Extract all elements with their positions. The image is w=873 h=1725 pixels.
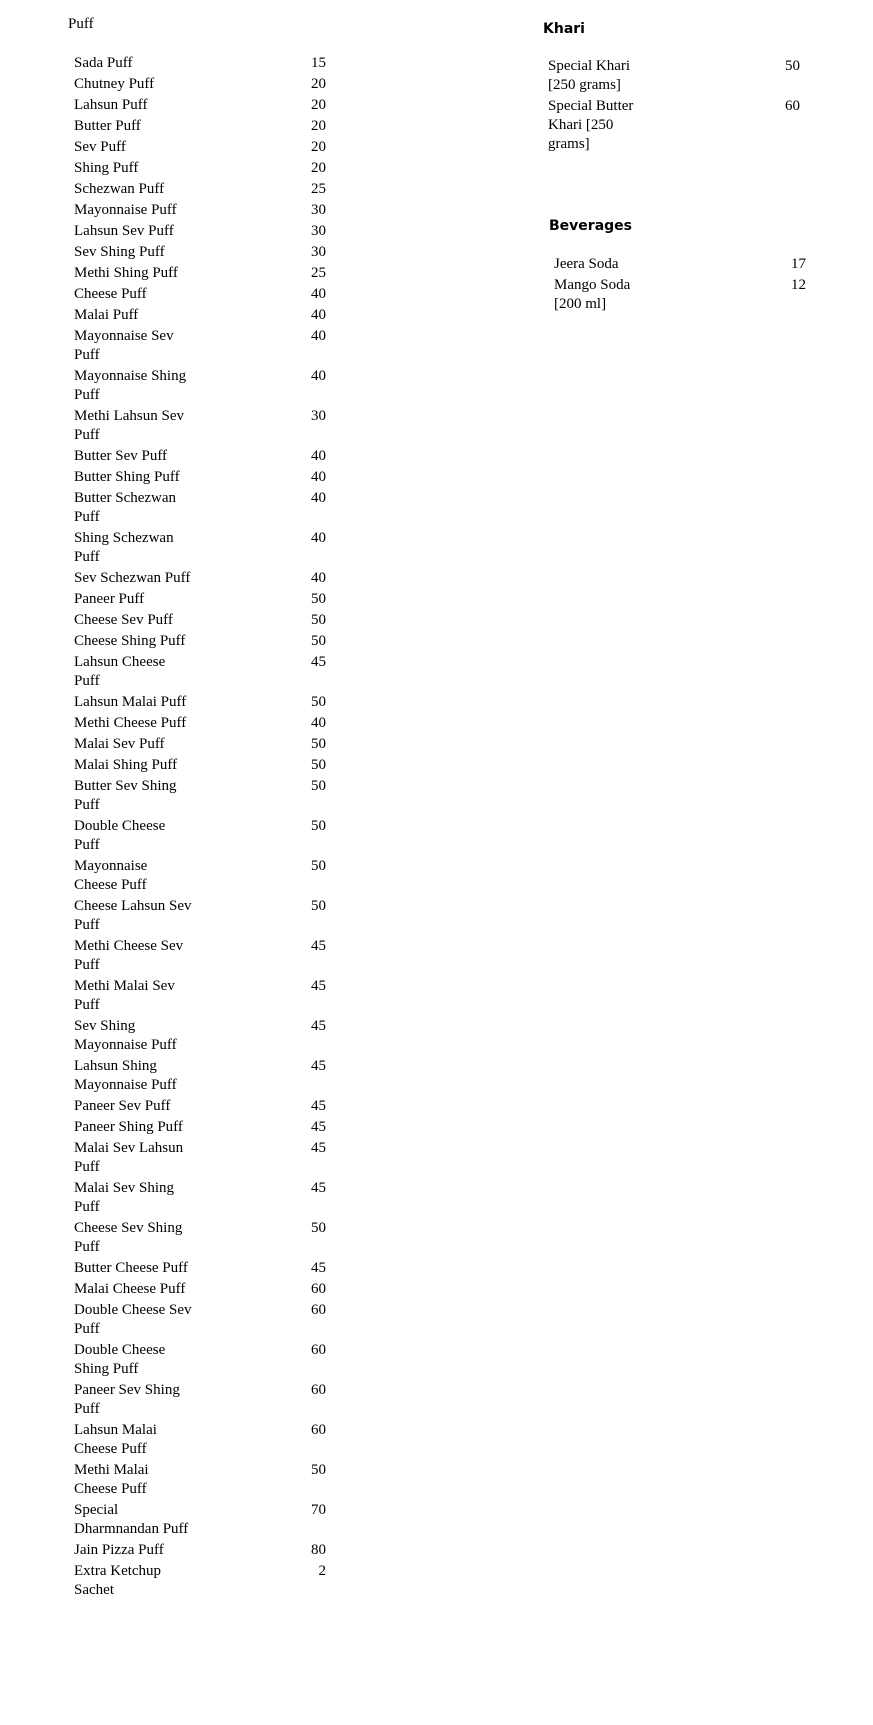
menu-item-name: Double Cheese Shing Puff: [74, 1342, 166, 1377]
menu-item-name: Lahsun Malai Puff: [74, 694, 187, 710]
menu-item: [74, 1179, 326, 1219]
menu-item-price: 45: [311, 654, 326, 670]
menu-item: [74, 367, 326, 407]
menu-item-price: 50: [311, 818, 326, 834]
menu-item: [74, 1501, 326, 1541]
menu-item-price: 25: [311, 265, 326, 281]
menu-item: [74, 1259, 326, 1280]
menu-item: [74, 857, 326, 897]
menu-item: [554, 255, 806, 276]
menu-item-name: Paneer Sev Shing Puff: [74, 1382, 180, 1417]
menu-item-price: 50: [311, 1220, 326, 1236]
menu-item: [74, 1461, 326, 1501]
menu-item: [548, 57, 800, 97]
menu-item-price: 50: [311, 694, 326, 710]
menu-item-name: Extra Ketchup Sachet: [74, 1563, 162, 1598]
menu-item-price: 40: [311, 328, 326, 344]
menu-item-name: Paneer Puff: [74, 591, 145, 607]
menu-item-price: 60: [311, 1382, 326, 1398]
menu-item-price: 17: [791, 256, 806, 272]
khari-menu-list: [548, 57, 800, 156]
menu-item-price: 50: [311, 778, 326, 794]
menu-item: [74, 1421, 326, 1461]
menu-item-price: 50: [311, 757, 326, 773]
menu-item: [74, 735, 326, 756]
menu-item-name: Butter Shing Puff: [74, 469, 180, 485]
menu-item: [74, 937, 326, 977]
menu-item-price: 80: [311, 1542, 326, 1558]
menu-item-price: 30: [311, 223, 326, 239]
menu-item-name: Shing Schezwan Puff: [74, 530, 174, 565]
menu-item: [74, 632, 326, 653]
menu-item: [74, 201, 326, 222]
menu-item-price: 20: [311, 118, 326, 134]
menu-item-price: 40: [311, 286, 326, 302]
menu-item: [74, 1118, 326, 1139]
menu-item-name: Cheese Puff: [74, 286, 147, 302]
menu-item-name: Lahsun Cheese Puff: [74, 654, 166, 689]
menu-item-price: 40: [311, 715, 326, 731]
menu-item-price: 40: [311, 490, 326, 506]
menu-item-name: Methi Shing Puff: [74, 265, 178, 281]
menu-item: [74, 1301, 326, 1341]
menu-item-name: Butter Sev Puff: [74, 448, 168, 464]
menu-item-price: 50: [311, 633, 326, 649]
menu-item-name: Shing Puff: [74, 160, 139, 176]
menu-item-name: Malai Cheese Puff: [74, 1281, 186, 1297]
menu-item: [74, 96, 326, 117]
menu-item-price: 40: [311, 530, 326, 546]
menu-item: [74, 285, 326, 306]
menu-item: [74, 569, 326, 590]
menu-item-price: 30: [311, 202, 326, 218]
menu-item: [74, 1381, 326, 1421]
menu-item-name: Butter Schezwan Puff: [74, 490, 177, 525]
menu-item-name: Special Khari [250 grams]: [548, 58, 631, 93]
section-title-puff: Puff: [68, 16, 94, 32]
menu-item: [74, 817, 326, 857]
menu-item-price: 30: [311, 408, 326, 424]
menu-item-name: Jain Pizza Puff: [74, 1542, 164, 1558]
menu-item-price: 45: [311, 1098, 326, 1114]
menu-item: [74, 777, 326, 817]
menu-item: [74, 222, 326, 243]
menu-item-name: Mayonnaise Sev Puff: [74, 328, 174, 363]
menu-item-price: 20: [311, 97, 326, 113]
menu-item-price: 20: [311, 160, 326, 176]
menu-item-name: Sev Schezwan Puff: [74, 570, 191, 586]
menu-item: [74, 977, 326, 1017]
menu-item-name: Special Dharmnandan Puff: [74, 1502, 189, 1537]
menu-item-name: Methi Cheese Sev Puff: [74, 938, 184, 973]
menu-item: [74, 590, 326, 611]
menu-item-name: Mayonnaise Cheese Puff: [74, 858, 148, 893]
menu-item-name: Cheese Shing Puff: [74, 633, 186, 649]
menu-item-name: Paneer Shing Puff: [74, 1119, 183, 1135]
menu-item-price: 60: [311, 1302, 326, 1318]
menu-item: [74, 264, 326, 285]
menu-item: [74, 159, 326, 180]
menu-item-name: Malai Puff: [74, 307, 139, 323]
menu-item: [74, 306, 326, 327]
menu-item-name: Lahsun Puff: [74, 97, 148, 113]
menu-item-price: 45: [311, 1180, 326, 1196]
menu-item-price: 60: [311, 1342, 326, 1358]
menu-item-name: Mayonnaise Puff: [74, 202, 177, 218]
menu-item: [74, 54, 326, 75]
menu-item-name: Methi Malai Cheese Puff: [74, 1462, 149, 1497]
menu-item-name: Lahsun Sev Puff: [74, 223, 174, 239]
menu-item-price: 45: [311, 1140, 326, 1156]
beverages-menu-list: [554, 255, 806, 316]
menu-item-price: 60: [785, 98, 800, 114]
menu-item: [74, 1057, 326, 1097]
section-title-khari: Khari: [543, 21, 585, 37]
menu-item: [74, 529, 326, 569]
menu-item: [74, 75, 326, 96]
menu-item-name: Butter Puff: [74, 118, 141, 134]
menu-item: [74, 447, 326, 468]
menu-item-name: Special Butter Khari [250 grams]: [548, 98, 634, 152]
menu-item-price: 40: [311, 570, 326, 586]
menu-item: [74, 1139, 326, 1179]
menu-item-name: Sev Shing Puff: [74, 244, 165, 260]
menu-item-price: 50: [311, 612, 326, 628]
menu-item-price: 40: [311, 307, 326, 323]
menu-item-name: Malai Sev Shing Puff: [74, 1180, 174, 1215]
menu-item-name: Paneer Sev Puff: [74, 1098, 171, 1114]
menu-item-price: 60: [311, 1281, 326, 1297]
menu-item-price: 50: [311, 591, 326, 607]
menu-item-name: Double Cheese Puff: [74, 818, 166, 853]
menu-item-name: Methi Malai Sev Puff: [74, 978, 175, 1013]
menu-item-price: 40: [311, 448, 326, 464]
menu-item: [74, 138, 326, 159]
menu-item: [74, 653, 326, 693]
menu-item: [74, 1219, 326, 1259]
menu-item-name: Sev Puff: [74, 139, 126, 155]
menu-item-name: Methi Lahsun Sev Puff: [74, 408, 184, 443]
menu-item-price: 40: [311, 469, 326, 485]
menu-item: [74, 468, 326, 489]
menu-item: [74, 897, 326, 937]
menu-item-name: Lahsun Malai Cheese Puff: [74, 1422, 157, 1457]
menu-item-name: Mango Soda [200 ml]: [554, 277, 631, 312]
menu-item: [74, 611, 326, 632]
menu-item: [74, 693, 326, 714]
menu-item-name: Cheese Sev Puff: [74, 612, 173, 628]
puff-menu-list: [74, 54, 326, 1602]
menu-item: [74, 489, 326, 529]
menu-item-price: 2: [318, 1563, 326, 1579]
menu-item: [74, 117, 326, 138]
menu-item-name: Cheese Sev Shing Puff: [74, 1220, 183, 1255]
menu-item-price: 25: [311, 181, 326, 197]
menu-item-price: 12: [791, 277, 806, 293]
menu-item: [74, 1097, 326, 1118]
section-title-beverages: Beverages: [549, 218, 632, 234]
menu-item-name: Butter Cheese Puff: [74, 1260, 188, 1276]
menu-item-price: 20: [311, 76, 326, 92]
menu-item-name: Cheese Lahsun Sev Puff: [74, 898, 192, 933]
menu-item-price: 50: [311, 736, 326, 752]
menu-item-name: Chutney Puff: [74, 76, 155, 92]
menu-item: [554, 276, 806, 316]
menu-item-price: 50: [785, 58, 800, 74]
menu-item-name: Schezwan Puff: [74, 181, 165, 197]
menu-item-price: 45: [311, 1260, 326, 1276]
menu-item-price: 45: [311, 1058, 326, 1074]
menu-item: [548, 97, 800, 156]
menu-item-name: Butter Sev Shing Puff: [74, 778, 177, 813]
menu-item-price: 15: [311, 55, 326, 71]
menu-item-name: Methi Cheese Puff: [74, 715, 187, 731]
menu-item-price: 50: [311, 1462, 326, 1478]
menu-item-name: Sev Shing Mayonnaise Puff: [74, 1018, 177, 1053]
menu-item: [74, 1341, 326, 1381]
menu-item-price: 30: [311, 244, 326, 260]
menu-item: [74, 180, 326, 201]
menu-item-price: 50: [311, 898, 326, 914]
menu-item-price: 45: [311, 1119, 326, 1135]
menu-item: [74, 1541, 326, 1562]
menu-item-price: 45: [311, 978, 326, 994]
menu-item: [74, 1017, 326, 1057]
menu-item-name: Sada Puff: [74, 55, 133, 71]
menu-item-name: Malai Sev Lahsun Puff: [74, 1140, 184, 1175]
menu-item-price: 70: [311, 1502, 326, 1518]
menu-item: [74, 714, 326, 735]
menu-item-name: Mayonnaise Shing Puff: [74, 368, 187, 403]
menu-item-price: 40: [311, 368, 326, 384]
menu-item: [74, 756, 326, 777]
menu-item-name: Jeera Soda: [554, 256, 619, 272]
menu-item: [74, 1280, 326, 1301]
menu-item-name: Lahsun Shing Mayonnaise Puff: [74, 1058, 177, 1093]
menu-item-price: 20: [311, 139, 326, 155]
menu-item: [74, 1562, 326, 1602]
menu-item: [74, 327, 326, 367]
menu-item-price: 50: [311, 858, 326, 874]
menu-item-name: Malai Shing Puff: [74, 757, 178, 773]
menu-item-name: Malai Sev Puff: [74, 736, 165, 752]
menu-item-price: 60: [311, 1422, 326, 1438]
menu-item-name: Double Cheese Sev Puff: [74, 1302, 192, 1337]
menu-item: [74, 243, 326, 264]
menu-item: [74, 407, 326, 447]
menu-item-price: 45: [311, 938, 326, 954]
menu-item-price: 45: [311, 1018, 326, 1034]
